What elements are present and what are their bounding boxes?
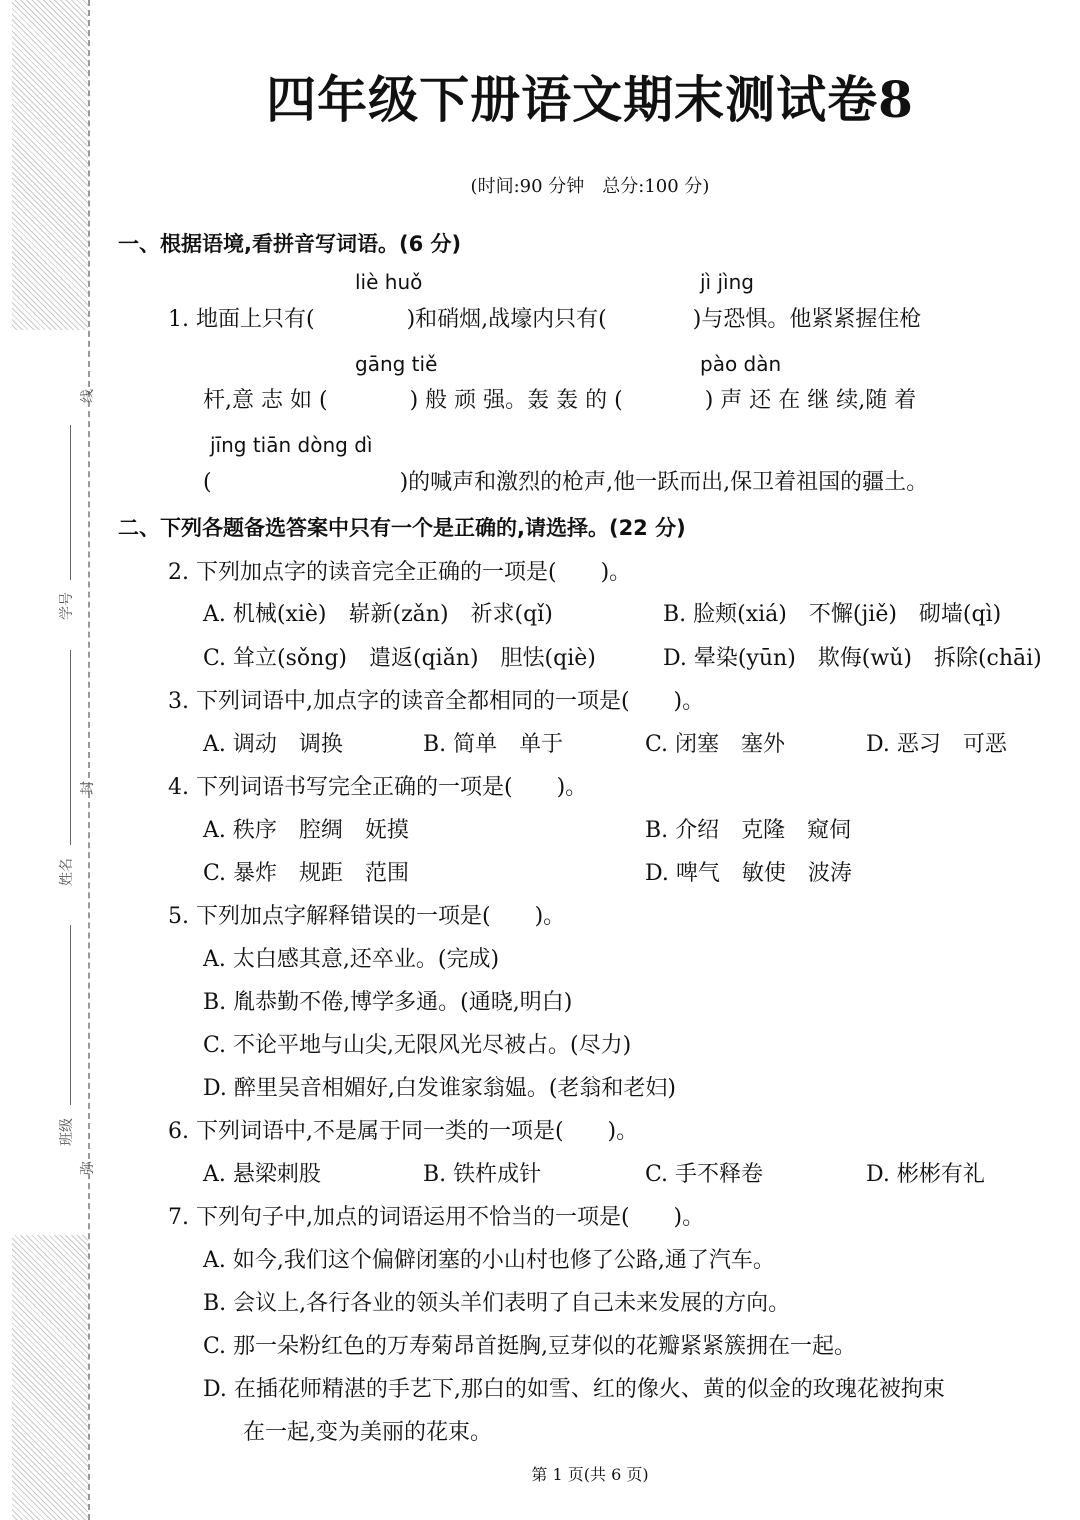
xingming-write-line[interactable]: [70, 650, 71, 845]
q3-option-d[interactable]: D. 恶习 可恶: [866, 732, 1007, 757]
margin-hatch-top: [12, 0, 88, 330]
q2-option-a[interactable]: A. 机械(xiè) 崭新(zǎn) 祈求(qǐ): [203, 602, 553, 627]
q1-text-a: 1. 地面上只有(: [168, 307, 315, 332]
q3-stem: 3. 下列词语中,加点字的读音全都相同的一项是( )。: [168, 689, 705, 714]
binding-dashed-line: [88, 0, 90, 1520]
banji-write-line[interactable]: [70, 925, 71, 1105]
pinyin-3: gāng tiě: [355, 352, 438, 376]
q5-option-d[interactable]: D. 醉里吴音相媚好,白发谁家翁媪。(老翁和老妇): [203, 1076, 677, 1101]
q2-stem: 2. 下列加点字的读音完全正确的一项是( )。: [168, 560, 632, 585]
margin-label-feng: 封: [80, 781, 96, 795]
q6-option-d[interactable]: D. 彬彬有礼: [866, 1162, 985, 1187]
q1-line3: [203, 465, 928, 496]
margin-label-xingming: 姓名: [59, 858, 75, 886]
q7-option-d[interactable]: D. 在插花师精湛的手艺下,那白的如雪、红的像火、黄的似金的玫瑰花被拘束: [203, 1377, 945, 1402]
q1-text-f: ) 声 还 在 继 续,随 着: [704, 388, 917, 413]
margin-label-xian: 线: [80, 389, 96, 403]
q4-option-d[interactable]: D. 啤气 敏使 波涛: [645, 861, 852, 886]
q3-option-c[interactable]: C. 闭塞 塞外: [645, 732, 786, 757]
q1-text-g: (: [203, 470, 212, 495]
q4-option-a[interactable]: A. 秩序 腔绸 妩摸: [203, 818, 409, 843]
q1-line1: [168, 302, 921, 333]
q7-stem: 7. 下列句子中,加点的词语运用不恰当的一项是( )。: [168, 1205, 705, 1230]
q7-option-d-cont: 在一起,变为美丽的花束。: [243, 1420, 492, 1445]
q1-text-h: )的喊声和激烈的枪声,他一跃而出,保卫着祖国的疆土。: [399, 470, 929, 495]
q6-option-a[interactable]: A. 悬梁刺股: [203, 1162, 321, 1187]
q3-option-b[interactable]: B. 简单 单于: [423, 732, 564, 757]
q1-text-c: )与恐惧。他紧紧握住枪: [692, 307, 922, 332]
q5-option-b[interactable]: B. 胤恭勤不倦,博学多通。(通晓,明白): [203, 990, 573, 1015]
q4-option-b[interactable]: B. 介绍 克隆 窥伺: [645, 818, 852, 843]
margin-label-xuehao: 学号: [59, 592, 75, 620]
q5-stem: 5. 下列加点字解释错误的一项是( )。: [168, 904, 566, 929]
exam-info: (时间:90 分钟 总分:100 分): [470, 176, 710, 197]
pinyin-2: jì jìng: [700, 270, 754, 294]
q2-option-b[interactable]: B. 脸颊(xiá) 不懈(jiě) 砌墙(qì): [663, 602, 1002, 627]
q7-option-c[interactable]: C. 那一朵粉红色的万寿菊昂首挺胸,豆芽似的花瓣紧紧簇拥在一起。: [203, 1334, 857, 1359]
q5-option-a[interactable]: A. 太白感其意,还卒业。(完成): [203, 947, 500, 972]
q4-option-c[interactable]: C. 暴炸 规距 范围: [203, 861, 410, 886]
pinyin-5: jīng tiān dòng dì: [210, 433, 373, 457]
q6-option-c[interactable]: C. 手不释卷: [645, 1162, 764, 1187]
q5-option-c[interactable]: C. 不论平地与山尖,无限风光尽被占。(尽力): [203, 1033, 632, 1058]
pinyin-4: pào dàn: [700, 352, 782, 376]
section1-heading: 一、根据语境,看拼音写词语。(6 分): [118, 232, 462, 256]
section2-heading: 二、下列各题备选答案中只有一个是正确的,请选择。(22 分): [118, 516, 686, 540]
q1-text-e: ) 般 顽 强。轰 轰 的 (: [409, 388, 623, 413]
q6-option-b[interactable]: B. 铁杵成针: [423, 1162, 542, 1187]
page-number: 第 1 页(共 6 页): [531, 1465, 649, 1484]
q7-option-a[interactable]: A. 如今,我们这个偏僻闭塞的小山村也修了公路,通了汽车。: [203, 1248, 775, 1273]
q3-option-a[interactable]: A. 调动 调换: [203, 732, 343, 757]
q1-line2: [203, 383, 916, 414]
q1-text-b: )和硝烟,战壕内只有(: [406, 307, 607, 332]
q7-option-b[interactable]: B. 会议上,各行各业的领头羊们表明了自己未来发展的方向。: [203, 1291, 791, 1316]
xuehao-write-line[interactable]: [70, 425, 71, 580]
margin-label-banji: 班级: [59, 1118, 75, 1146]
pinyin-1: liè huǒ: [355, 270, 423, 294]
q6-stem: 6. 下列词语中,不是属于同一类的一项是( )。: [168, 1119, 639, 1144]
q4-stem: 4. 下列词语书写完全正确的一项是( )。: [168, 775, 588, 800]
q1-text-d: 杆,意 志 如 (: [203, 388, 328, 413]
margin-hatch-bottom: [12, 1235, 88, 1520]
q2-option-c[interactable]: C. 耸立(sǒng) 遣返(qiǎn) 胆怯(qiè): [203, 646, 596, 671]
q2-option-d[interactable]: D. 晕染(yūn) 欺侮(wǔ) 拆除(chāi): [663, 646, 1042, 671]
margin-label-mi: 弥: [80, 1161, 96, 1175]
page-title: 四年级下册语文期末测试卷8: [266, 70, 914, 129]
